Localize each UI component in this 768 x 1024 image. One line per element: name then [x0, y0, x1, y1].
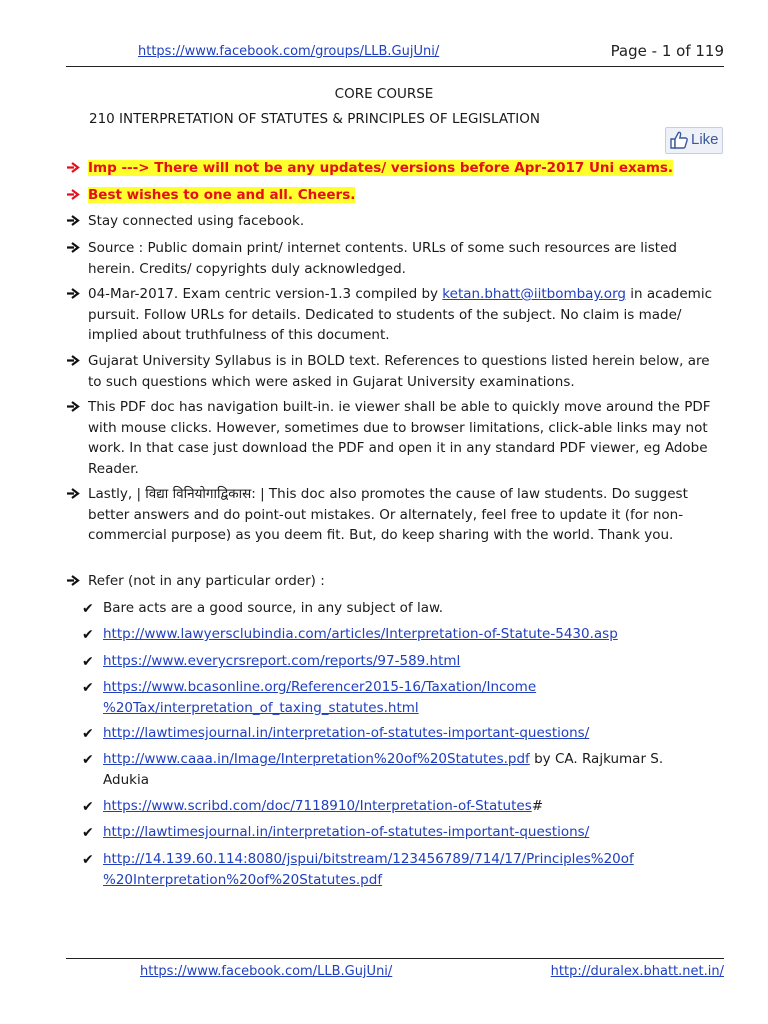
reference-link[interactable]: https://www.bcasonline.org/Referencer2015-16/Taxation/Income [103, 679, 537, 695]
arrow-right-icon [66, 400, 80, 413]
reference-link[interactable]: http://lawtimesjournal.in/interpretation-of-statutes-important-questions/ [103, 824, 590, 840]
reference-item [82, 849, 732, 890]
arrow-right-icon [66, 161, 80, 174]
facebook-like-button[interactable] [665, 127, 723, 154]
reference-item [82, 624, 732, 645]
bullet-text: Source : Public domain print/ internet contents. URLs of some such resources are listed herein. Credits/ copyrights duly acknowledged. [88, 240, 677, 277]
reference-item [82, 822, 732, 843]
bullet-item-navigation [66, 397, 726, 479]
bullet-text: Best wishes to one and all. Cheers. [88, 187, 356, 203]
bullet-item-imp-notice [66, 158, 726, 179]
checkmark-icon: ✔ [82, 852, 94, 868]
reference-item [82, 723, 732, 744]
footer-website-link[interactable]: http://duralex.bhatt.net.in/ [550, 964, 724, 979]
bullet-item-lastly [66, 484, 726, 546]
reference-link[interactable]: https://www.everycrsreport.com/reports/97-589.html [103, 653, 461, 669]
arrow-right-icon [66, 354, 80, 367]
reference-item [82, 677, 732, 718]
reference-item [82, 651, 732, 672]
reference-text: Bare acts are a good source, in any subject of law. [103, 600, 444, 616]
page-number: Page - 1 of 119 [610, 42, 724, 60]
reference-link[interactable]: https://www.scribd.com/doc/7118910/Interpretation-of-Statutes [103, 798, 532, 814]
reference-link[interactable]: http://lawtimesjournal.in/interpretation-of-statutes-important-questions/ [103, 725, 590, 741]
arrow-right-icon [66, 487, 80, 500]
course-heading: CORE COURSE [334, 86, 434, 102]
reference-link-continued[interactable]: %20Interpretation%20of%20Statutes.pdf [103, 871, 383, 888]
bullet-text: Gujarat University Syllabus is in BOLD text. References to questions listed herein below, are to such questions which were asked in Gujarat University examinations. [88, 353, 710, 390]
bullet-text: 04-Mar-2017. Exam centric version-1.3 compiled by [88, 286, 443, 302]
checkmark-icon: ✔ [82, 627, 94, 643]
arrow-right-icon [66, 214, 80, 227]
page-footer [66, 958, 724, 985]
checkmark-icon: ✔ [82, 825, 94, 841]
reference-text: Adukia [103, 771, 149, 788]
author-email-link[interactable]: ketan.bhatt@iitbombay.org [442, 286, 626, 302]
reference-item [82, 796, 732, 817]
bullet-text: This PDF doc has navigation built-in. ie viewer shall be able to quickly move around the PDF with mouse clicks. However, sometimes due to browser limitations, click-able links may not work. In that case just download the PDF and open it in any standard PDF viewer, eg Adobe Reader. [88, 399, 711, 477]
arrow-right-icon [66, 188, 80, 201]
bullet-text: Lastly, | विद्या विनियोगाद्विकास: | This doc also promotes the cause of law students. Do suggest better answers and do point-out mistakes. Or alternately, feel free to update it (for non-commercial purpose) as you deem fit. But, do keep sharing with the world. Thank you. [88, 486, 688, 543]
arrow-right-icon [66, 287, 80, 300]
bullet-item-best-wishes [66, 185, 726, 206]
bullet-item-version [66, 284, 726, 346]
course-title: 210 INTERPRETATION OF STATUTES & PRINCIPLES OF LEGISLATION [89, 111, 540, 127]
bullet-text: in academic pursuit. Follow URLs for details. Dedicated to students of the subject. No claim is made/ implied about truthfulness of this document. [88, 286, 713, 343]
bullet-item-stay-connected [66, 211, 726, 232]
reference-item [82, 749, 732, 790]
bullet-text: Stay connected using facebook. [88, 213, 305, 229]
checkmark-icon: ✔ [82, 654, 94, 670]
bullet-text: Refer (not in any particular order) : [88, 573, 325, 589]
reference-link-continued[interactable]: %20Tax/interpretation_of_taxing_statutes.html [103, 699, 419, 716]
page-header [66, 40, 724, 67]
checkmark-icon: ✔ [82, 680, 94, 696]
bullet-item-syllabus [66, 351, 726, 392]
reference-text: # [531, 798, 544, 814]
checkmark-icon: ✔ [82, 726, 94, 742]
footer-facebook-link[interactable]: https://www.facebook.com/LLB.GujUni/ [140, 964, 393, 979]
bullet-item-refer [66, 571, 726, 592]
thumbs-up-icon [669, 130, 689, 150]
bullet-item-source [66, 238, 726, 279]
bullet-text: Imp ---> There will not be any updates/ versions before Apr-2017 Uni exams. [88, 160, 674, 176]
reference-link[interactable]: http://14.139.60.114:8080/jspui/bitstream/123456789/714/17/Principles%20of [103, 851, 634, 867]
arrow-right-icon [66, 574, 80, 587]
like-label: Like [691, 131, 719, 148]
header-facebook-group-link[interactable]: https://www.facebook.com/groups/LLB.GujUni/ [138, 44, 440, 59]
checkmark-icon: ✔ [82, 799, 94, 815]
reference-text: by CA. Rajkumar S. [529, 751, 664, 767]
checkmark-icon: ✔ [82, 601, 94, 617]
reference-link[interactable]: http://www.caaa.in/Image/Interpretation%20of%20Statutes.pdf [103, 751, 530, 767]
arrow-right-icon [66, 241, 80, 254]
reference-item [82, 598, 732, 619]
checkmark-icon: ✔ [82, 752, 94, 768]
reference-link[interactable]: http://www.lawyersclubindia.com/articles/Interpretation-of-Statute-5430.asp [103, 626, 618, 642]
